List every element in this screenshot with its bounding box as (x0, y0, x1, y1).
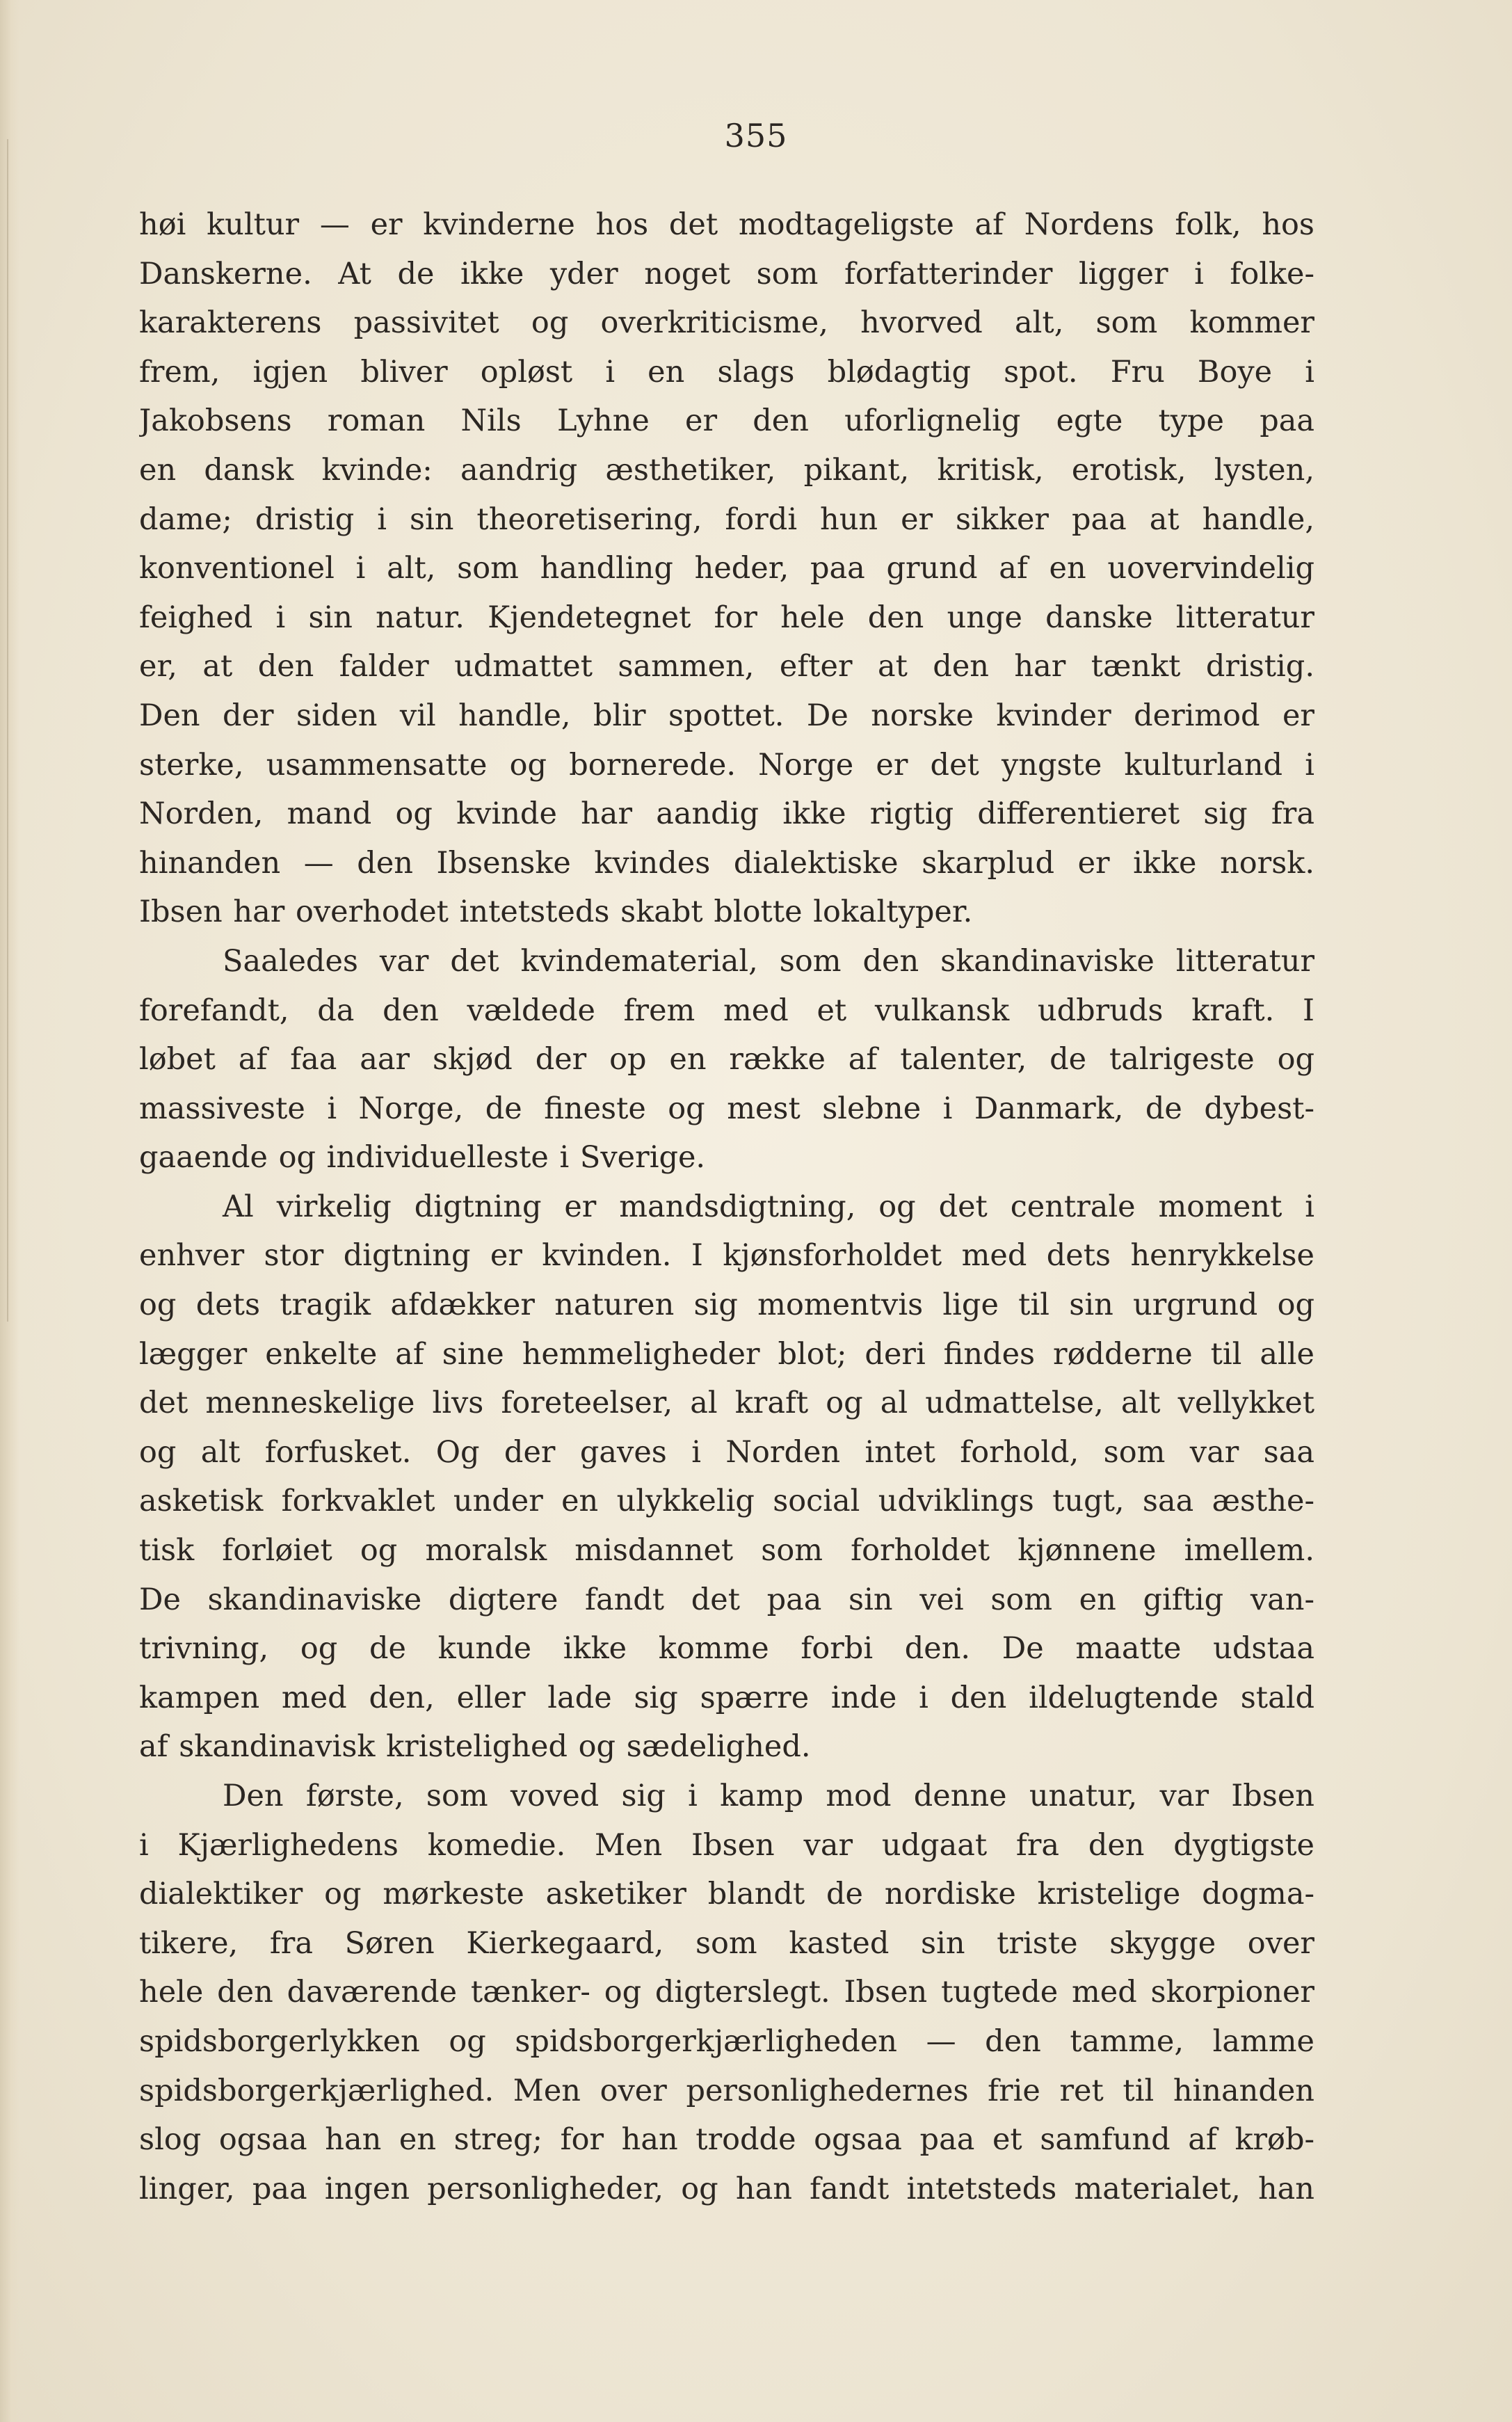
text-line: lægger enkelte af sine hemmeligheder blot; deri findes rødderne til alle (139, 1336, 1314, 1372)
text-line: af skandinavisk kristelighed og sædelighed. (139, 1729, 811, 1765)
text-line: dialektiker og mørkeste asketiker blandt de nordiske kristelige dogma- (139, 1877, 1314, 1912)
text-line: er, at den falder udmattet sammen, efter at den har tænkt dristig. (139, 649, 1314, 684)
text-line: massiveste i Norge, de fineste og mest slebne i Danmark, de dybest- (139, 1091, 1314, 1126)
text-line: enhver stor digtning er kvinden. I kjønsforholdet med dets henrykkelse (139, 1238, 1314, 1274)
text-line: trivning, og de kunde ikke komme forbi den. De maatte udstaa (139, 1631, 1314, 1667)
text-line: spidsborgerkjærlighed. Men over personlighedernes frie ret til hinanden (139, 2073, 1314, 2108)
text-line: hinanden — den Ibsenske kvindes dialektiske skarplud er ikke norsk. (139, 845, 1314, 881)
text-line: slog ogsaa han en streg; for han trodde ogsaa paa et samfund af krøb- (139, 2122, 1314, 2158)
text-line: en dansk kvinde: aandrig æsthetiker, pikant, kritisk, erotisk, lysten, (139, 452, 1314, 488)
text-line: tikere, fra Søren Kierkegaard, som kasted sin triste skygge over (139, 1925, 1314, 1961)
text-line: kampen med den, eller lade sig spærre inde i den ildelugtende stald (139, 1680, 1314, 1715)
text-line: De skandinaviske digtere fandt det paa sin vei som en giftig van- (139, 1582, 1314, 1617)
text-line: Den der siden vil handle, blir spottet. De norske kvinder derimod er (139, 698, 1314, 733)
text-line: det menneskelige livs foreteelser, al kraft og al udmattelse, alt vellykket (139, 1386, 1314, 1421)
text-line: tisk forløiet og moralsk misdannet som forholdet kjønnene imellem. (139, 1533, 1314, 1569)
text-line: asketisk forkvaklet under en ulykkelig social udviklings tugt, saa æsthe- (139, 1484, 1314, 1519)
text-line: Jakobsens roman Nils Lyhne er den uforlignelig egte type paa (139, 403, 1314, 439)
text-line: feighed i sin natur. Kjendetegnet for hele den unge danske litteratur (139, 600, 1314, 635)
page-edge-shadow (7, 139, 8, 1322)
text-line: frem, igjen bliver opløst i en slags blødagtig spot. Fru Boye i (139, 354, 1314, 390)
text-line: dame; dristig i sin theoretisering, fordi hun er sikker paa at handle, (139, 502, 1314, 537)
text-line: gaaende og individuelleste i Sverige. (139, 1140, 706, 1176)
text-line: og alt forfusket. Og der gaves i Norden intet forhold, som var saa (139, 1434, 1314, 1470)
text-line: hele den daværende tænker- og digterslegt. Ibsen tugtede med skorpioner (139, 1975, 1314, 2010)
text-line: karakterens passivitet og overkriticisme, hvorved alt, som kommer (139, 305, 1314, 341)
text-line: høi kultur — er kvinderne hos det modtageligste af Nordens folk, hos (139, 207, 1314, 242)
text-line: Den første, som voved sig i kamp mod denne unatur, var Ibsen (223, 1779, 1314, 1813)
text-line: spidsborgerlykken og spidsborgerkjærligheden — den tamme, lamme (139, 2023, 1314, 2059)
text-line: Saaledes var det kvindematerial, som den skandinaviske litteratur (223, 943, 1314, 979)
text-line: linger, paa ingen personligheder, og han fandt intetsteds materialet, han (139, 2171, 1314, 2206)
page-binding-edge (0, 0, 19, 2422)
body-text (139, 200, 1314, 2213)
text-line: Norden, mand og kvinde har aandig ikke rigtig differentieret sig fra (139, 796, 1314, 832)
text-line: i Kjærlighedens komedie. Men Ibsen var udgaat fra den dygtigste (139, 1827, 1314, 1863)
page-number: 355 (724, 117, 788, 154)
text-line: konventionel i alt, som handling heder, paa grund af en uovervindelig (139, 551, 1314, 586)
text-line: sterke, usammensatte og bornerede. Norge er det yngste kulturland i (139, 747, 1314, 783)
text-line: Ibsen har overhodet intetsteds skabt blotte lokaltyper. (139, 895, 973, 930)
text-line: Al virkelig digtning er mandsdigtning, og det centrale moment i (223, 1189, 1314, 1224)
text-line: forefandt, da den vældede frem med et vulkansk udbruds kraft. I (139, 993, 1314, 1028)
text-line: Danskerne. At de ikke yder noget som forfatterinder ligger i folke- (139, 256, 1314, 291)
text-line: og dets tragik afdækker naturen sig momentvis lige til sin urgrund og (139, 1288, 1314, 1323)
text-line: løbet af faa aar skjød der op en række af talenter, de talrigeste og (139, 1042, 1314, 1077)
